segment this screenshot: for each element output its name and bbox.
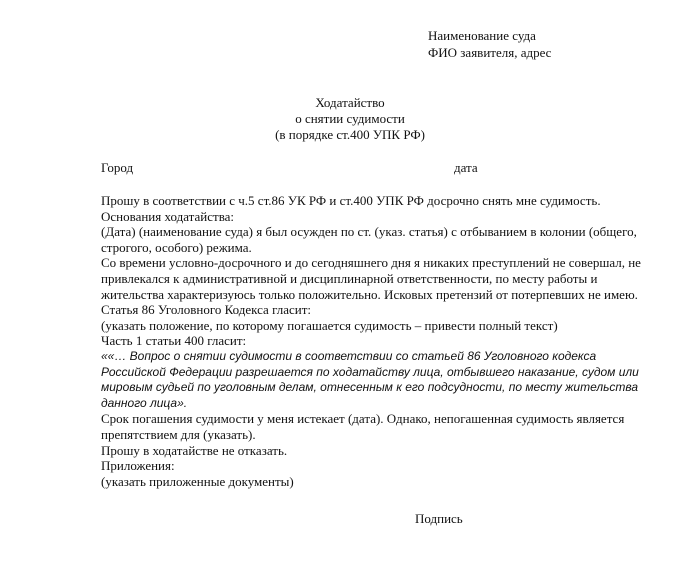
request-closing: Прошу в ходатайстве не отказать. [101,442,288,458]
document-body [101,193,661,489]
conviction-paragraph: (Дата) (наименование суда) я был осужден по ст. (указ. статья) с отбыванием в колонии (общего, строгого, особого) режима. [101,224,637,255]
article-86-text: (указать положение, по которому погашается судимость – привести полный текст) [101,317,558,333]
conduct-paragraph: Со времени условно-досрочного и до сегодняшнего дня я никаких преступлений не совершал, не привлекался к административной и дисциплинарной ответственности, по месту работы и жительства характеризуюсь только положительно. Исковых претензий от потерпевших не имею. [101,255,641,302]
city-label: Город [101,160,134,175]
attachments-heading: Приложения: [101,458,175,474]
applicant-info: ФИО заявителя, адрес [428,45,552,60]
document-subtitle-law: (в порядке ст.400 УПК РФ) [275,127,425,142]
court-name: Наименование суда [428,28,536,43]
date-label: дата [454,160,478,175]
signature-label: Подпись [415,511,463,526]
attachments-list: (указать приложенные документы) [101,473,294,489]
document-subtitle: о снятии судимости [295,111,405,126]
article-400-quote: ««… Вопрос о снятии судимости в соответствии со статьей 86 Уголовного кодекса Российской Федерации разрешается по ходатайству лица, отбывшего наказание, судом или мировым судьей по уголовным делам, отнесенным к его подсудности, по месту жительства данного лица». [101,348,639,410]
expiry-paragraph: Срок погашения судимости у меня истекает (дата). Однако, непогашенная судимость является препятствием для (указать). [101,411,625,442]
grounds-heading: Основания ходатайства: [101,208,235,224]
article-400-heading: Часть 1 статьи 400 гласит: [101,333,247,349]
document-title: Ходатайство [315,95,385,110]
request-paragraph: Прошу в соответствии с ч.5 ст.86 УК РФ и ст.400 УПК РФ досрочно снять мне судимость. [101,193,601,208]
article-86-heading: Статья 86 Уголовного Кодекса гласит: [101,302,312,318]
